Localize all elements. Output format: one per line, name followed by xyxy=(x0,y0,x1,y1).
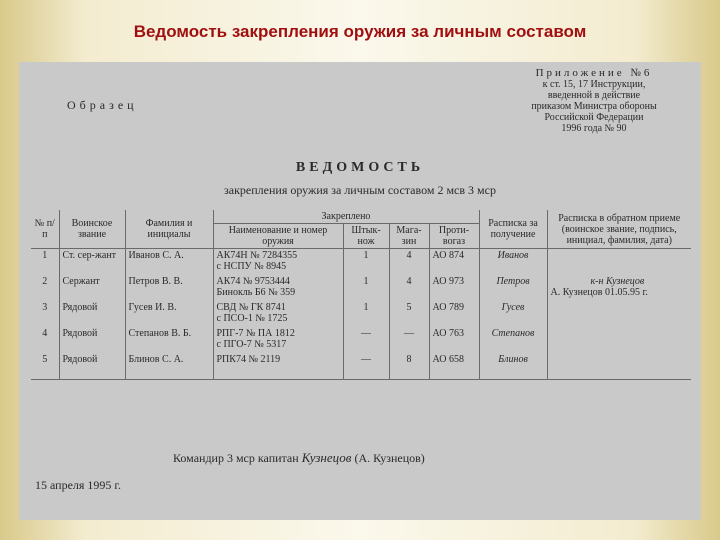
cell-return-receipt xyxy=(547,249,691,276)
header-weapon: Наименование и номер оружия xyxy=(213,224,343,249)
cell-weapon xyxy=(213,301,343,327)
cell-receipt: Гусев xyxy=(479,301,547,327)
cell-name: Иванов С. А. xyxy=(125,249,213,276)
appendix-line: введенной в действие xyxy=(547,90,641,101)
cell-bayonet: 1 xyxy=(343,301,389,327)
header-bayonet: Штык-нож xyxy=(343,224,389,249)
appendix-head: Приложение №6 xyxy=(535,67,653,79)
weapon-line: Бинокль Б6 № 359 xyxy=(216,287,296,298)
cell-return-receipt xyxy=(547,301,691,327)
document-scan xyxy=(19,62,701,520)
header-assigned: Закреплено xyxy=(213,210,479,224)
weapon-line: с ПСО-1 № 1725 xyxy=(216,313,288,324)
appendix-line: 1996 года № 90 xyxy=(561,123,627,134)
cell-gasmask: АО 658 xyxy=(429,353,479,380)
cell-gasmask: АО 763 xyxy=(429,327,479,353)
cell-rank: Рядовой xyxy=(59,353,125,380)
weapon-line: с НСПУ № 8945 xyxy=(216,261,287,272)
commander-name: (А. Кузнецов) xyxy=(354,451,425,465)
cell-name: Степанов В. Б. xyxy=(125,327,213,353)
cell-receipt: Степанов xyxy=(479,327,547,353)
cell-receipt: Блинов xyxy=(479,353,547,380)
cell-name: Блинов С. А. xyxy=(125,353,213,380)
cell-magazines: 5 xyxy=(389,301,429,327)
cell-name: Петров В. В. xyxy=(125,275,213,301)
header-magazines: Мага-зин xyxy=(389,224,429,249)
cell-magazines: 4 xyxy=(389,249,429,276)
weapon-line: с ПГО-7 № 5317 xyxy=(216,339,287,350)
cell-bayonet: — xyxy=(343,353,389,380)
cell-num: 3 xyxy=(31,301,59,327)
cell-bayonet: — xyxy=(343,327,389,353)
table-row xyxy=(31,301,691,327)
cell-num: 2 xyxy=(31,275,59,301)
commander-signature-line xyxy=(173,450,425,466)
cell-name: Гусев И. В. xyxy=(125,301,213,327)
document-subtitle: закрепления оружия за личным составом 2 мсв 3 мср xyxy=(224,183,496,197)
cell-rank: Рядовой xyxy=(59,327,125,353)
weapon-line: СВД № ГК 8741 xyxy=(216,302,286,313)
document-title: ВЕДОМОСТЬ xyxy=(295,160,425,175)
table-row xyxy=(31,275,691,301)
sample-label: Образец xyxy=(67,98,138,112)
cell-gasmask: АО 973 xyxy=(429,275,479,301)
cell-weapon xyxy=(213,275,343,301)
cell-num: 4 xyxy=(31,327,59,353)
cell-gasmask: АО 874 xyxy=(429,249,479,276)
appendix-line: приказом Министра обороны xyxy=(531,101,657,112)
cell-num: 5 xyxy=(31,353,59,380)
weapon-line: АК74 № 9753444 xyxy=(216,276,290,287)
cell-return-receipt xyxy=(547,353,691,380)
header-gasmask: Проти-вогаз xyxy=(429,224,479,249)
cell-magazines: — xyxy=(389,327,429,353)
document-date: 15 апреля 1995 г. xyxy=(35,478,121,492)
cell-return-receipt xyxy=(547,275,691,301)
cell-weapon xyxy=(213,249,343,276)
header-receipt: Расписка за получение xyxy=(479,210,547,249)
cell-bayonet: 1 xyxy=(343,275,389,301)
weapons-table xyxy=(31,210,691,380)
commander-text: Командир 3 мср капитан xyxy=(173,451,299,465)
cell-weapon xyxy=(213,353,343,380)
table-row xyxy=(31,327,691,353)
cell-rank: Рядовой xyxy=(59,301,125,327)
return-name-date: А. Кузнецов 01.05.95 г. xyxy=(550,287,648,298)
cell-bayonet: 1 xyxy=(343,249,389,276)
commander-signature: Кузнецов xyxy=(301,450,352,465)
appendix-line: к ст. 15, 17 Инструкции, xyxy=(542,79,646,90)
cell-rank: Сержант xyxy=(59,275,125,301)
cell-gasmask: АО 789 xyxy=(429,301,479,327)
cell-magazines: 8 xyxy=(389,353,429,380)
header-num: № п/п xyxy=(31,210,59,249)
slide-title: Ведомость закрепления оружия за личным составом xyxy=(133,22,587,41)
weapon-line: АК74Н № 7284355 xyxy=(216,250,298,261)
weapon-line: РПК74 № 2119 xyxy=(216,354,281,365)
header-name: Фамилия и инициалы xyxy=(125,210,213,249)
cell-num: 1 xyxy=(31,249,59,276)
header-return-receipt: Расписка в обратном приеме (воинское звание, подпись, инициал, фамилия, дата) xyxy=(547,210,691,249)
table-row xyxy=(31,249,691,276)
cell-receipt: Иванов xyxy=(479,249,547,276)
appendix-line: Российской Федерации xyxy=(544,112,644,123)
cell-weapon xyxy=(213,327,343,353)
weapon-line: РПГ-7 № ПА 1812 xyxy=(216,328,295,339)
return-signature: к-н Кузнецов xyxy=(590,276,645,287)
cell-receipt: Петров xyxy=(479,275,547,301)
cell-rank: Ст. сер-жант xyxy=(59,249,125,276)
header-rank: Воинское звание xyxy=(59,210,125,249)
cell-return-receipt xyxy=(547,327,691,353)
table-row xyxy=(31,353,691,380)
appendix-note xyxy=(499,68,689,134)
cell-magazines: 4 xyxy=(389,275,429,301)
